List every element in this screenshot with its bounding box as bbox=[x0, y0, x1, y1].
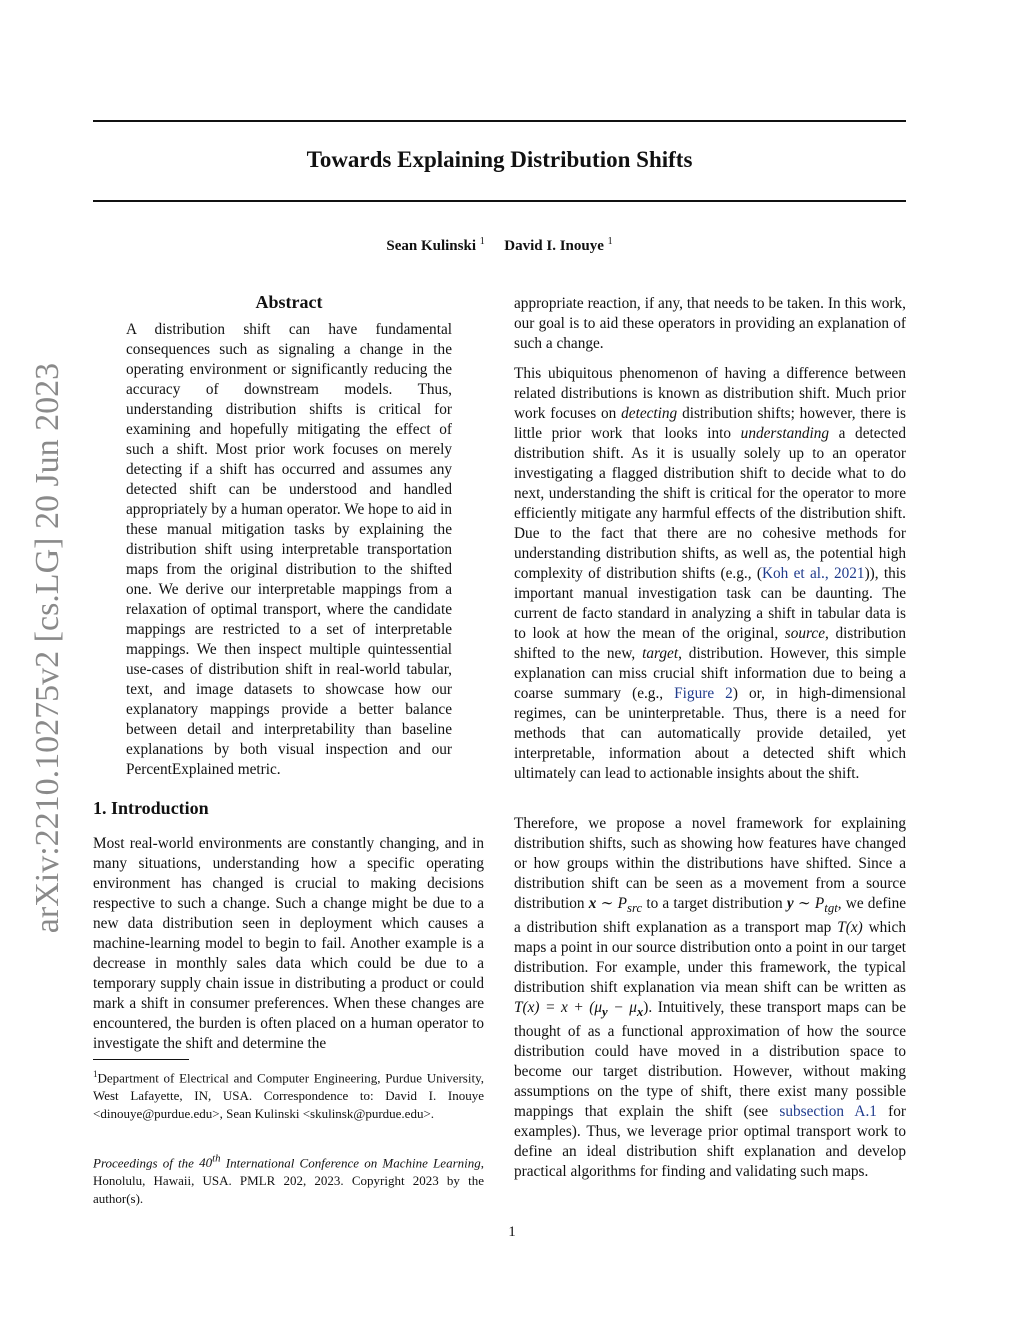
author-list bbox=[93, 236, 906, 255]
abstract-text: A distribution shift can have fundamental consequences such as signaling a change in the operating environment or significantly reducing the accuracy of downstream models. Thus, understanding distribution shifts is critical for examining and hopefully mitigating the effect of such a shift. Most prior work focuses on merely detecting if a shift has occurred and assumes any detected shift can be understood and handled appropriately by a human operator. We hope to aid in these manual mitigation tasks by explaining the distribution shift using interpretable transportation maps from the original distribution to the shifted one. We derive our interpretable mappings from a relaxation of optimal transport, where the candidate mappings are restricted to a set of interpretable mappings. We then inspect multiple quintessential use-cases of distribution shift in real-world tabular, text, and image datasets to showcase how our explanatory mappings provide a better balance between detail and interpretability than baseline explanations by both visual inspection and our PercentExplained metric. bbox=[126, 321, 452, 778]
citation-link[interactable]: Koh et al., 2021 bbox=[761, 565, 865, 582]
author-name: David I. Inouye bbox=[504, 238, 604, 254]
body-paragraph: Most real-world environments are constantly changing, and in many situations, understanding how a specific operating environment has changed is crucial to making decisions respective to such a change. Such a change might be due to a new data distribution seen in deployment which causes a machine-learning model to begin to fail. Another example is a decrease in monthly sales data which could be due to a temporary supply chain issue in distributing a product or could mark a shift in consumer preferences. When these changes are encountered, the burden is often placed on a human operator to investigate the shift and determine the bbox=[93, 835, 484, 1052]
abstract-heading: Abstract bbox=[255, 292, 323, 312]
paper-title: Towards Explaining Distribution Shifts bbox=[306, 147, 693, 172]
proceedings-note bbox=[93, 1150, 484, 1208]
proceedings-number: 40th bbox=[199, 1153, 221, 1171]
page-number: 1 bbox=[508, 1224, 516, 1240]
proceedings-details: , Honolulu, Hawaii, USA. PMLR 202, 2023. Copyright 2023 by the author(s). bbox=[93, 1155, 485, 1207]
title-bottom-rule bbox=[93, 200, 906, 202]
affiliation-footnote bbox=[93, 1065, 484, 1123]
footnote-mark: 1 bbox=[93, 1069, 98, 1079]
arxiv-identifier-text: arXiv:2210.10275v2 [cs.LG] 20 Jun 2023 bbox=[29, 362, 66, 934]
section-heading: 1. Introduction bbox=[93, 798, 209, 818]
body-paragraph: This ubiquitous phenomenon of having a difference between related distributions is known as distribution shift. Much prior work focuses on detecting distribution shifts; however, there is little prior work that looks into understanding a detected distribution shift. As it is usually solely up to an operator investigating a flagged distribution shift to decide what to do next, understanding the shift is critical for the operator to more efficiently mitigate any harmful effects of the distribution shift. Due to the fact that there are no cohesive methods for understanding distribution shifts, as well as, the potential high complexity of distribution shifts (e.g., (Koh et al., 2021)), this important manual investigation task can be daunting. The current de facto standard in analyzing a shift in tabular data is to look at how the mean of the original, source, distribution shifted to the new, target, distribution. However, this simple explanation can miss crucial shift information due to being a coarse summary (e.g., Figure 2) or, in high-dimensional regimes, can be uninterpretable. Thus, there is a need for methods that can automatically provide detailed, yet interpretable, information about a detected shift which ultimately can lead to actionable insights about the shift. bbox=[514, 365, 907, 782]
author-name: Sean Kulinski bbox=[386, 238, 477, 254]
appendix-reference-link[interactable]: subsection A.1 bbox=[779, 1103, 877, 1121]
footnote-text: Department of Electrical and Computer Engineering, Purdue University, West Lafayette, IN, USA. Correspondence to: David I. Inouye <dinouye@purdue.edu>, Sean Kulinski <skulinsk@purdue.edu>. bbox=[93, 1070, 484, 1122]
body-paragraph: Therefore, we propose a novel framework for explaining distribution shifts, such as showing how features have changed or how groups within the distributions have shifted. Since a distribution shift can be seen as a movement from a source distribution x ∼ $P_{src}$ to a target distribution y ∼ $P_{tgt}$, we define a distribution shift explanation as a transport map T(x) which maps a point in our source distribution onto a point in our target distribution. For example, under this framework, the typical distribution shift explanation via mean shift can be written as $T(x) = x + (\mu_y - \mu_x)$. Intuitively, these transport maps can be thought of as a functional approximation of how the source distribution could have moved in a distribution space to become our target distribution. However, without making assumptions on the type of shift, there exist many possible mappings that explain the shift (see subsection A.1 for examples). Thus, we leverage prior optimal transport work to define an ideal distribution shift explanation and develop practical algorithms for finding and validating such maps. bbox=[514, 815, 907, 1181]
author-affiliation-mark: 1 bbox=[479, 236, 485, 247]
figure-reference-link[interactable]: Figure 2 bbox=[674, 685, 733, 702]
proceedings-prefix: Proceedings of the bbox=[93, 1155, 194, 1171]
body-paragraph: appropriate reaction, if any, that needs to be taken. In this work, our goal is to aid these operators in providing an explanation of such a change. bbox=[514, 295, 906, 352]
conference-name: International Conference on Machine Learning bbox=[225, 1155, 481, 1171]
author-affiliation-mark: 1 bbox=[607, 236, 613, 247]
footnote-rule bbox=[93, 1059, 189, 1060]
title-top-rule bbox=[93, 120, 906, 122]
